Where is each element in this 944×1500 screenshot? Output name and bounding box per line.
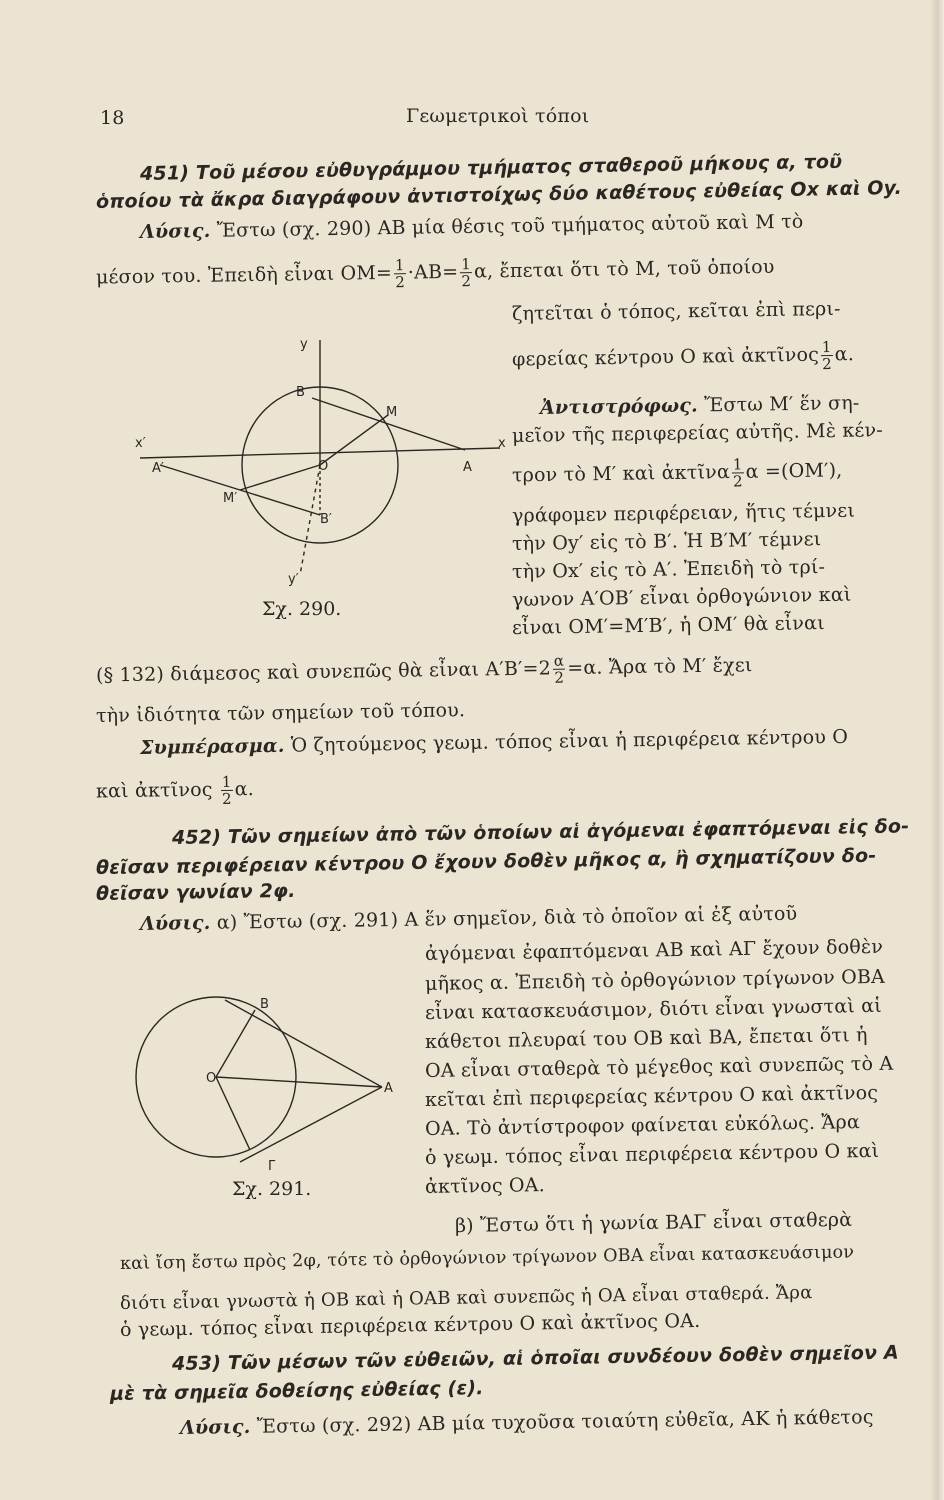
problem-452-line-4: εἶναι κατασκευάσιμον, διότι εἶναι γνωσταὶ αἱ: [424, 994, 883, 1024]
label-B-prime: B′: [320, 512, 332, 527]
tangent-AB: [225, 1000, 382, 1087]
denominator: 2: [461, 272, 472, 291]
numerator: 1: [221, 772, 232, 792]
radius-OG: [216, 1077, 250, 1150]
label-O: O: [318, 459, 329, 474]
line-text: α =(ΟΜ′),: [745, 459, 843, 483]
label-x: x: [498, 436, 506, 451]
problem-451-line-2: [96, 251, 775, 295]
label-y: y: [300, 337, 308, 352]
page-number: 18: [100, 107, 125, 129]
problem-452-title-1: 452) Τῶν σημείων ἀπὸ τῶν ὁποίων αἱ ἀγόμεναι ἐφαπτόμεναι εἰς δο-: [171, 815, 910, 849]
problem-453-title-1: 453) Τῶν μέσων τῶν εὐθειῶν, αἱ ὁποῖαι συνδέουν δοθὲν σημεῖον Α: [171, 1341, 900, 1375]
radius-OB: [216, 1010, 255, 1077]
denominator: 2: [821, 354, 833, 374]
label-M: M: [386, 405, 398, 420]
segment-OM2: [240, 465, 320, 490]
problem-452-line-1: [140, 902, 798, 936]
fraction-half: [394, 257, 406, 290]
segment-OM: [320, 415, 388, 465]
problem-452-line-9: ὁ γεωμ. τόπος εἶναι περιφέρεια κέντρου Ο καὶ: [424, 1139, 880, 1169]
figure-291-caption: Σχ. 291.: [232, 1178, 312, 1200]
problem-451-line-4: [512, 339, 855, 377]
problem-452-line-6: ΟΑ εἶναι σταθερὰ τὸ μέγεθος καὶ συνεπῶς τὸ Α: [424, 1052, 894, 1082]
figure-290: [120, 330, 510, 600]
problem-452-line-8: ΟΑ. Τὸ ἀντίστροφον φαίνεται εὐκόλως. Ἄρα: [424, 1111, 861, 1140]
line-text: ·ΑΒ=: [407, 260, 459, 284]
problem-452-line-11: β) Ἔστω ὅτι ἡ γωνία ΒΑΓ εἶναι σταθερὰ: [454, 1208, 853, 1237]
problem-451-line-6: μεῖον τῆς περιφερείας αὐτῆς. Μὲ κέν-: [511, 419, 884, 447]
figure-291: [130, 990, 400, 1180]
numerator: 1: [461, 255, 472, 274]
problem-451-line-13: [96, 650, 753, 693]
line-text: α.: [834, 343, 855, 366]
tangent-AG: [240, 1087, 382, 1162]
numerator: 1: [394, 256, 405, 275]
problem-452-line-12: καὶ ἴση ἔστω πρὸς 2φ, τότε τὸ ὀρθογώνιον τρίγωνον ΟΒΑ εἶναι κατασκευάσιμον: [119, 1242, 855, 1274]
problem-451-line-7: [512, 455, 843, 493]
line-text: α, ἔπεται ὅτι τὸ Μ, τοῦ ὁποίου: [473, 255, 775, 283]
label-G: Γ: [268, 1159, 276, 1174]
label-A: A: [463, 460, 472, 475]
label-B: B: [296, 385, 305, 400]
line-text: μέσον του. Ἐπειδὴ εἶναι ΟΜ=: [95, 261, 393, 289]
problem-452-title-2: θεῖσαν περιφέρειαν κέντρου Ο ἔχουν δοθὲν μῆκος α, ἢ σχηματίζουν δο-: [95, 844, 877, 879]
label-x-prime: x′: [135, 436, 146, 451]
figure-290-caption: Σχ. 290.: [262, 598, 342, 620]
problem-451-line-5: [540, 391, 860, 420]
problem-451-line-1: [140, 210, 804, 244]
problem-451-line-14: τὴν ἰδιότητα τῶν σημείων τοῦ τόπου.: [95, 699, 466, 727]
problem-452-line-7: κεῖται ἐπὶ περιφερείας κέντρου Ο καὶ ἀκτῖνος: [424, 1081, 879, 1111]
problem-452-line-3: μῆκος α. Ἐπειδὴ τὸ ὀρθογώνιον τρίγωνον ΟΒΑ: [424, 965, 886, 995]
denominator: 2: [395, 273, 406, 292]
denominator: 2: [554, 668, 565, 687]
problem-452-line-14: ὁ γεωμ. τόπος εἶναι περιφέρεια κέντρου Ο καὶ ἀκτῖνος ΟΑ.: [119, 1309, 701, 1341]
problem-451-line-10: τὴν Οx′ εἰς τὸ Α′. Ἐπειδὴ τὸ τρί-: [511, 556, 826, 583]
label-B: B: [260, 997, 269, 1012]
line-text: φερείας κέντρου Ο καὶ ἀκτῖνος: [511, 343, 820, 371]
line-text: α) Ἔστω (σχ. 291) Α ἕν σημεῖον, διὰ τὸ ὁποῖον αἱ ἐξ αὐτοῦ: [216, 902, 798, 934]
problem-451-line-8: γράφομεν περιφέρειαν, ἥτις τέμνει: [511, 499, 856, 527]
line-text: =α. Ἄρα τὸ Μ′ ἔχει: [567, 654, 753, 680]
conclusion-label: Συμπέρασμα.: [139, 734, 285, 759]
fraction-half: [821, 339, 833, 372]
solution-label: Λύσις.: [179, 1415, 251, 1439]
fraction-half: [221, 774, 233, 807]
converse-label: Ἀντιστρόφως.: [539, 394, 699, 419]
line-text: Ὁ ζητούμενος γεωμ. τόπος εἶναι ἡ περιφέρεια κέντρου Ο: [290, 725, 849, 757]
problem-453-line-1: [180, 1405, 874, 1440]
line-text: α.: [234, 778, 255, 801]
running-title: Γεωμετρικοὶ τόποι: [406, 105, 590, 127]
problem-451-line-11: γωνον Α′ΟΒ′ εἶναι ὀρθογώνιον καὶ: [511, 583, 852, 611]
line-text: Ἔστω (σχ. 292) ΑΒ μία τυχοῦσα τοιαύτη εὐθεῖα, ΑΚ ἡ κάθετος: [256, 1406, 874, 1438]
label-A-prime: A′: [152, 461, 164, 476]
denominator: 2: [732, 472, 743, 491]
segment-OA: [216, 1077, 382, 1087]
page-edge: [930, 0, 944, 1500]
numerator: α: [553, 651, 565, 670]
label-O: O: [206, 1071, 217, 1086]
problem-451-line-9: τὴν Οy′ εἰς τὸ Β′. Ἡ Β′Μ′ τέμνει: [511, 528, 822, 555]
line-text: Ἔστω (σχ. 290) ΑΒ μία θέσις τοῦ τμήματος αὐτοῦ καὶ Μ τὸ: [216, 210, 804, 242]
problem-451-line-16: [96, 774, 254, 809]
problem-451-line-3: ζητεῖται ὁ τόπος, κεῖται ἐπὶ περι-: [511, 297, 841, 325]
problem-452-line-2: ἀγόμεναι ἐφαπτόμεναι ΑΒ καὶ ΑΓ ἔχουν δοθὲν: [424, 935, 884, 965]
solution-label: Λύσις.: [139, 911, 211, 935]
numerator: 1: [732, 455, 743, 474]
axis-y-prime: [300, 465, 320, 575]
problem-452-title-3: θεῖσαν γωνίαν 2φ.: [95, 879, 296, 905]
denominator: 2: [221, 789, 232, 809]
problem-452-line-10: ἀκτῖνος ΟΑ.: [424, 1174, 546, 1198]
line-text: καὶ ἀκτῖνος: [95, 778, 213, 803]
fraction-half: [460, 256, 472, 289]
label-A: A: [384, 1081, 393, 1096]
label-y-prime: y′: [288, 572, 299, 587]
fraction-half: [732, 456, 744, 489]
solution-label: Λύσις.: [139, 219, 211, 243]
problem-452-line-13: διότι εἶναι γνωστὰ ἡ ΟΒ καὶ ἡ ΟΑΒ καὶ συνεπῶς ἡ ΟΑ εἶναι σταθερά. Ἄρα: [119, 1282, 813, 1314]
problem-451-line-15: [140, 725, 848, 760]
problem-452-line-5: κάθετοι πλευραί του ΟΒ καὶ ΒΑ, ἔπεται ὅτι ἡ: [424, 1024, 868, 1053]
problem-451-title-1: 451) Τοῦ μέσου εὐθυγράμμου τμήματος σταθεροῦ μήκους α, τοῦ: [139, 150, 843, 185]
problem-451-line-12: εἶναι ΟΜ′=Μ′Β′, ἡ ΟΜ′ θὰ εἶναι: [511, 612, 825, 639]
fraction-alpha-half: [553, 653, 566, 686]
problem-453-title-2: μὲ τὰ σημεῖα δοθείσης εὐθείας (ε).: [109, 1377, 484, 1405]
line-text: τρον τὸ Μ′ καὶ ἀκτῖνα: [511, 461, 731, 487]
line-text: (§ 132) διάμεσος καὶ συνεπῶς θὰ εἶναι Α′Β′=2: [95, 657, 552, 687]
label-M-prime: M′: [223, 491, 238, 506]
problem-451-title-2: ὁποίου τὰ ἄκρα διαγράφουν ἀντιστοίχως δύο καθέτους εὐθείας Οx καὶ Οy.: [95, 176, 903, 213]
numerator: 1: [821, 337, 832, 357]
line-text: Ἔστω Μ′ ἕν ση-: [703, 391, 860, 417]
